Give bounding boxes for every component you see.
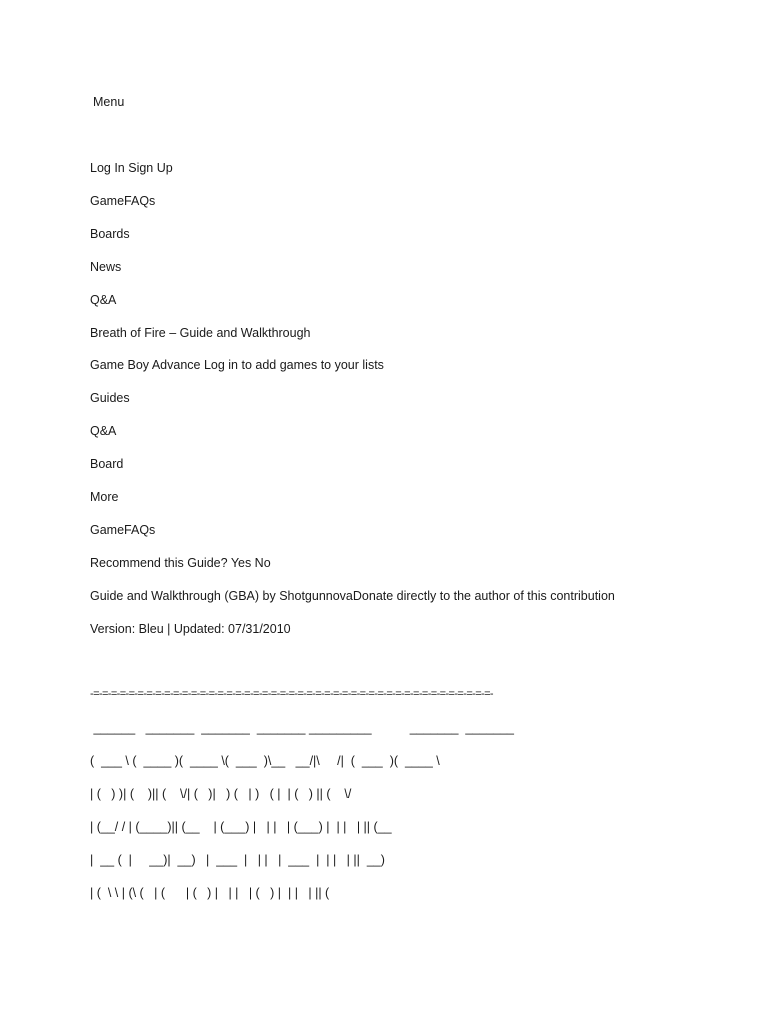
ascii-divider: -=-=-=-=-=-=-=-=-=-=-=-=-=-=-=-=-=-=-=-=-=-=-=-=-=-=-=-=-=-=-=-=-=-=-=-=-=-=-=-=-=-=-=-=-=- — [90, 688, 493, 700]
ascii-art-line: | __ ( | __)| __) | ___ | | | | ___ | | | | || __) — [90, 853, 396, 867]
version-line: Version: Bleu | Updated: 07/31/2010 — [90, 622, 291, 636]
tab-guides[interactable]: Guides — [90, 391, 130, 405]
boards-link[interactable]: Boards — [90, 227, 130, 241]
site-home-link-2[interactable]: GameFAQs — [90, 523, 156, 537]
qa-link[interactable]: Q&A — [90, 293, 117, 307]
recommend-prompt: Recommend this Guide? Yes No — [90, 556, 271, 570]
menu-button[interactable]: Menu — [93, 95, 125, 109]
ascii-art-line: | ( \ \ | (\ ( | ( | ( ) | | | | ( ) | | | | || ( — [90, 886, 351, 900]
ascii-art-line: | ( ) )| ( )|| ( \/| ( )| ) ( | ) ( | | ( ) || ( \/ — [90, 787, 352, 801]
tab-more[interactable]: More — [90, 490, 119, 504]
guide-byline: Guide and Walkthrough (GBA) by ShotgunnovaDonate directly to the author of this contribution — [90, 589, 615, 603]
tab-qa[interactable]: Q&A — [90, 424, 117, 438]
ascii-art-line: ______ _______ _______ _______ _________ _______ _______ — [90, 721, 518, 735]
tab-board[interactable]: Board — [90, 457, 124, 471]
site-home-link[interactable]: GameFAQs — [90, 194, 156, 208]
login-signup-link[interactable]: Log In Sign Up — [90, 161, 173, 175]
news-link[interactable]: News — [90, 260, 122, 274]
guide-title: Breath of Fire – Guide and Walkthrough — [90, 326, 311, 340]
ascii-art-line: | (__/ / | (____)|| (__ | (___) | | | | (___) | | | | || (__ — [90, 820, 406, 834]
platform-line: Game Boy Advance Log in to add games to your lists — [90, 358, 384, 372]
ascii-art-line: ( ___ \ ( ____ )( ____ \( ___ )\__ __/|\ /| ( ___ )( ____ \ — [90, 754, 440, 768]
